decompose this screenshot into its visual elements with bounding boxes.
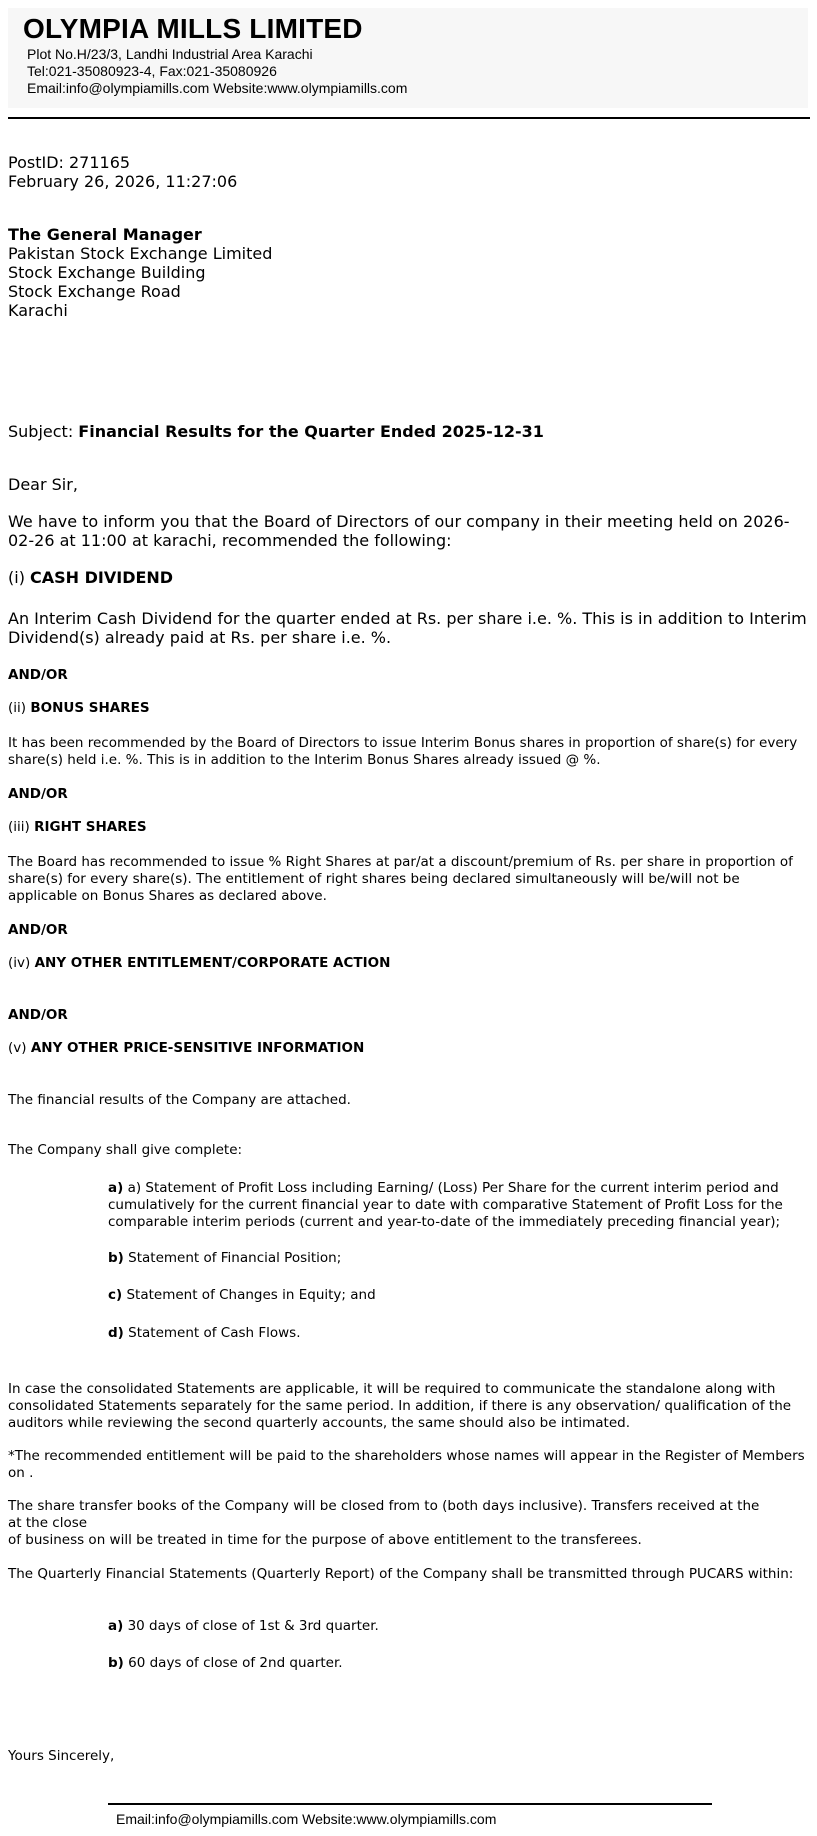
section-right-heading <box>8 819 147 836</box>
company-name: OLYMPIA MILLS LIMITED <box>23 13 363 44</box>
transfer-line: of business on will be treated in time for the purpose of above entitlement to the transferees. <box>8 1532 642 1548</box>
subject-text: Financial Results for the Quarter Ended 2025-12-31 <box>78 422 544 441</box>
post-id: PostID: 271165 <box>8 153 131 172</box>
section-title: CASH DIVIDEND <box>30 568 174 587</box>
letterhead <box>8 8 808 108</box>
results-attached: The financial results of the Company are attached. <box>8 1092 351 1108</box>
andor-label: AND/OR <box>8 667 68 683</box>
statement-key: b) <box>108 1250 124 1266</box>
subject-line <box>8 422 544 441</box>
recipient-line: Pakistan Stock Exchange Limited <box>8 244 273 263</box>
statement-item <box>108 1325 808 1342</box>
consolidated-paragraph: In case the consolidated Statements are applicable, it will be required to communicate the standalone along with consolidated Statements separately for the same period. In addition, if there is any observation/ qualification of the auditors while reviewing the second quarterly accounts, the same should also be intimated. <box>8 1381 792 1431</box>
section-number: (v) <box>8 1040 31 1056</box>
section-title: ANY OTHER PRICE-SENSITIVE INFORMATION <box>30 1040 365 1056</box>
andor-label: AND/OR <box>8 922 68 938</box>
section-number: (iv) <box>8 955 35 971</box>
company-phone-fax: Tel:021-35080923-4, Fax:021-35080926 <box>27 63 277 79</box>
transfer-line: at the close <box>8 1515 88 1531</box>
company-address: Plot No.H/23/3, Landhi Industrial Area Karachi <box>27 46 313 62</box>
statement-text: Statement of Financial Position; <box>123 1250 342 1266</box>
pucars-text: 30 days of close of 1st & 3rd quarter. <box>123 1618 379 1634</box>
subject-label: Subject: <box>8 422 79 441</box>
section-cash-heading <box>8 568 173 587</box>
section-title: RIGHT SHARES <box>34 819 147 835</box>
statement-key: c) <box>108 1287 123 1303</box>
section-number: (ii) <box>8 700 31 716</box>
recipient-title: The General Manager <box>8 225 202 244</box>
pucars-text: 60 days of close of 2nd quarter. <box>123 1655 343 1671</box>
recipient-line: Stock Exchange Road <box>8 282 181 301</box>
statement-key: d) <box>108 1325 124 1341</box>
section-title: BONUS SHARES <box>30 700 150 716</box>
section-bonus-heading <box>8 700 150 717</box>
recipient-line: Karachi <box>8 301 68 320</box>
entitlement-note: *The recommended entitlement will be paid to the shareholders whose names will appear in the Register of Members on . <box>8 1448 805 1481</box>
pucars-item <box>108 1655 808 1672</box>
closing: Yours Sincerely, <box>8 1748 115 1764</box>
section-title: ANY OTHER ENTITLEMENT/CORPORATE ACTION <box>34 955 391 971</box>
recipient-line: Stock Exchange Building <box>8 263 206 282</box>
pucars-key: b) <box>108 1655 124 1671</box>
pucars-paragraph: The Quarterly Financial Statements (Quarterly Report) of the Company shall be transmitted through PUCARS within: <box>8 1566 794 1582</box>
statement-item <box>108 1287 808 1304</box>
statement-text: Statement of Changes in Equity; and <box>122 1287 376 1303</box>
section-other-heading <box>8 955 390 972</box>
transfer-line: The share transfer books of the Company will be closed from to (both days inclusive). Transfers received at the <box>8 1498 760 1514</box>
section-bonus-body: It has been recommended by the Board of Directors to issue Interim Bonus shares in proportion of share(s) for every share(s) held i.e. %. This is in addition to the Interim Bonus Shares already issued @ %. <box>8 735 798 768</box>
section-price-heading <box>8 1040 364 1057</box>
intro-paragraph: We have to inform you that the Board of Directors of our company in their meeting held on 2026-02-26 at 11:00 at karachi, recommended the following: <box>8 512 790 550</box>
salutation: Dear Sir, <box>8 475 78 494</box>
section-number: (i) <box>8 568 31 587</box>
give-complete: The Company shall give complete: <box>8 1142 243 1158</box>
section-cash-body: An Interim Cash Dividend for the quarter ended at Rs. per share i.e. %. This is in addition to Interim Dividend(s) already paid at Rs. per share i.e. %. <box>8 609 807 647</box>
pucars-item <box>108 1618 808 1635</box>
section-right-body: The Board has recommended to issue % Right Shares at par/at a discount/premium of Rs. per share in proportion of share(s) for every share(s). The entitlement of right shares being declared simultaneously will be/will not be applicable on Bonus Shares as declared above. <box>8 854 793 904</box>
statement-text: a) Statement of Profit Loss including Earning/ (Loss) Per Share for the current interim period and cumulatively for the current financial year to date with comparative Statement of Profit Loss for the comparable interim periods (current and year-to-date of the immediately preceding financial year); <box>108 1180 783 1230</box>
andor-label: AND/OR <box>8 1007 68 1023</box>
statement-item <box>108 1250 808 1267</box>
statement-item <box>108 1180 808 1231</box>
post-datetime: February 26, 2026, 11:27:06 <box>8 172 238 191</box>
andor-label: AND/OR <box>8 786 68 802</box>
header-divider <box>8 117 810 119</box>
footer-contact: Email:info@olympiamills.com Website:www.olympiamills.com <box>116 1811 497 1827</box>
section-number: (iii) <box>8 819 35 835</box>
pucars-key: a) <box>108 1618 124 1634</box>
statement-key: a) <box>108 1180 124 1196</box>
company-email-web: Email:info@olympiamills.com Website:www.olympiamills.com <box>27 80 408 96</box>
statement-text: Statement of Cash Flows. <box>123 1325 301 1341</box>
footer-divider <box>108 1803 712 1805</box>
